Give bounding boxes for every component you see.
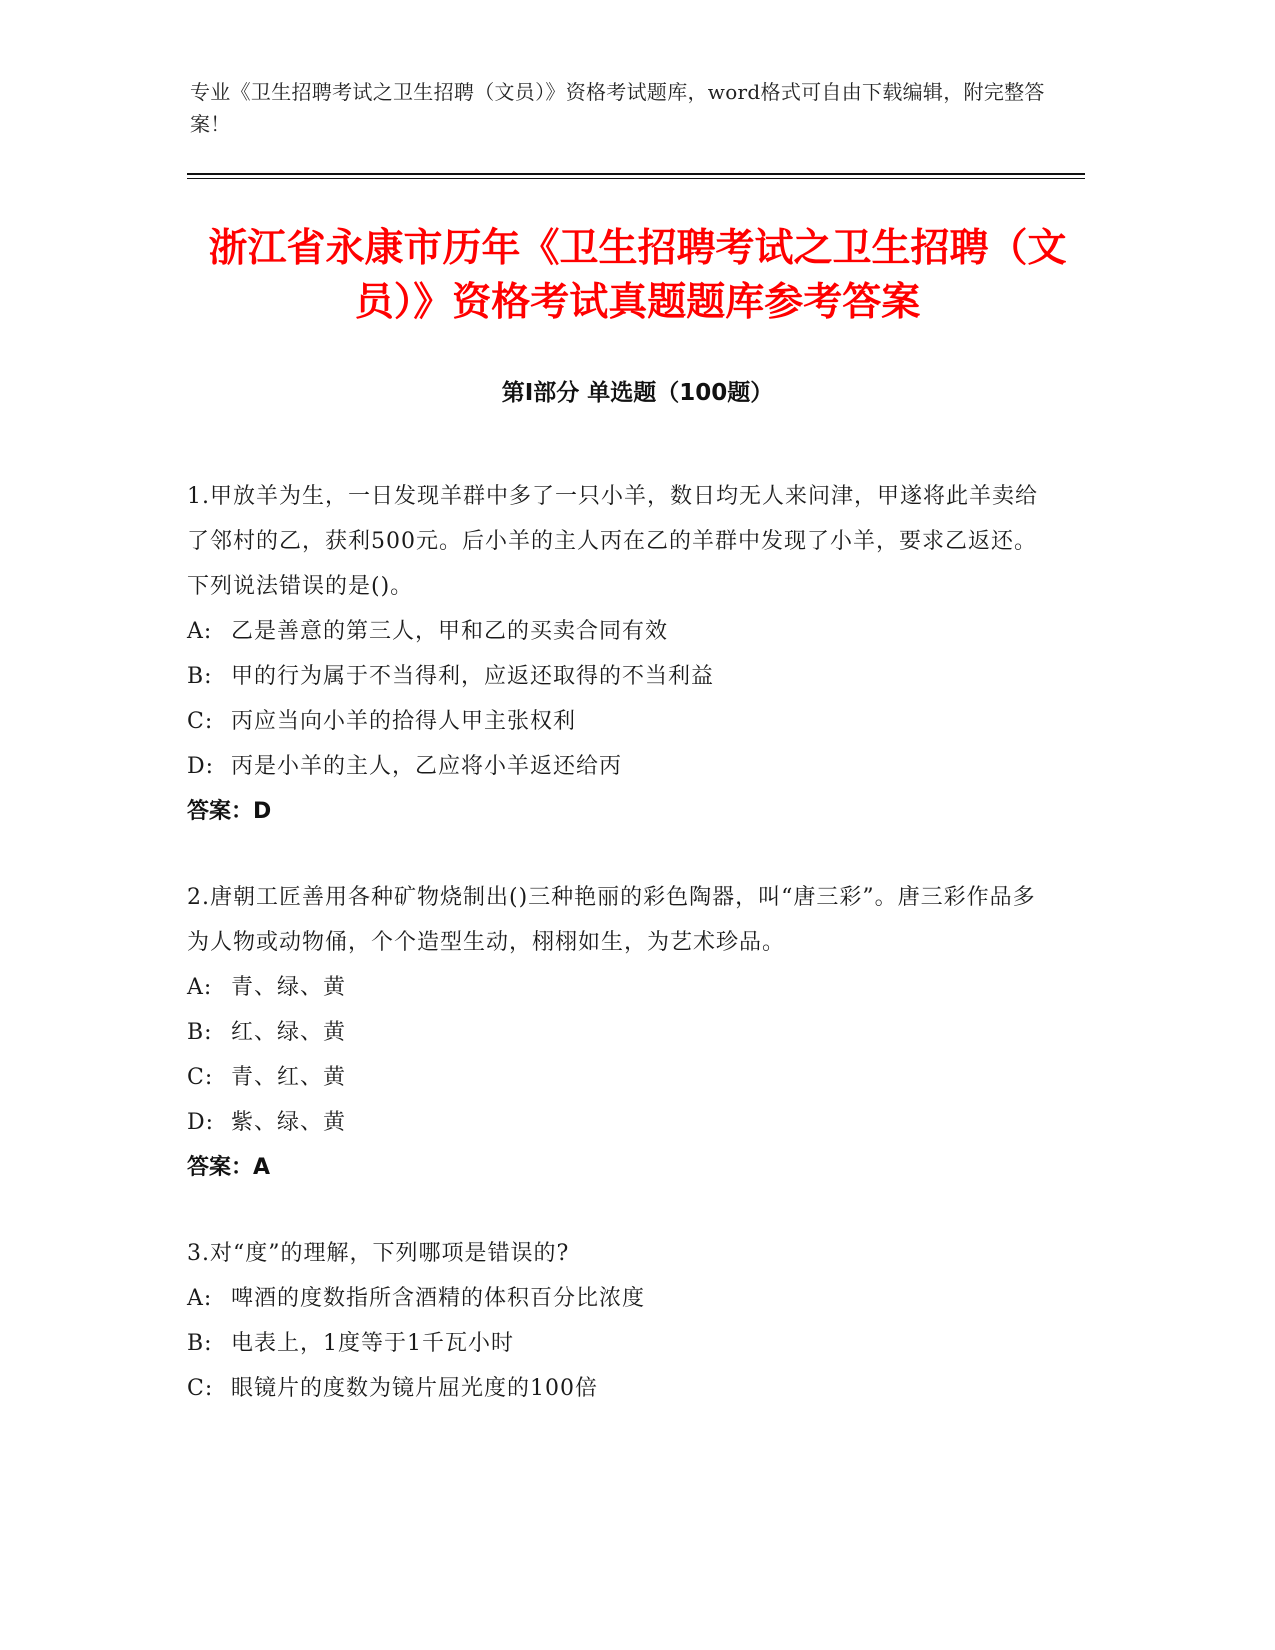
answer-line [187, 1145, 1057, 1190]
header-divider-thin [187, 178, 1085, 179]
question-3 [187, 1231, 1057, 1411]
option-key: D: [187, 1110, 215, 1135]
question-stem: 1.甲放羊为生，一日发现羊群中多了一只小羊，数日均无人来问津，甲遂将此羊卖给了邻村的乙，获利500元。后小羊的主人丙在乙的羊群中发现了小羊，要求乙返还。下列说法错误的是()。 [187, 484, 1038, 599]
option-text: 甲的行为属于不当得利，应返还取得的不当利益 [231, 664, 715, 689]
option-text: 青、绿、黄 [231, 975, 347, 1000]
question-stem: 3.对“度”的理解，下列哪项是错误的? [187, 1241, 570, 1266]
option-a [187, 1276, 1057, 1321]
question-2 [187, 875, 1057, 1190]
answer-value: D [253, 799, 272, 824]
option-b [187, 654, 1057, 699]
document-title: 浙江省永康市历年《卫生招聘考试之卫生招聘（文员）》资格考试真题题库参考答案 [208, 226, 1067, 325]
option-c [187, 1366, 1057, 1411]
option-key: B: [187, 664, 213, 689]
answer-label: 答案： [187, 1155, 254, 1180]
option-key: B: [187, 1020, 213, 1045]
option-text: 啤酒的度数指所含酒精的体积百分比浓度 [231, 1286, 646, 1311]
option-d [187, 744, 1057, 789]
option-text: 乙是善意的第三人，甲和乙的买卖合同有效 [231, 619, 669, 644]
question-1 [187, 474, 1057, 834]
question-list [187, 474, 1057, 1452]
option-key: C: [187, 1065, 214, 1090]
option-d [187, 1100, 1057, 1145]
option-key: C: [187, 1376, 214, 1401]
option-text: 电表上，1度等于1千瓦小时 [231, 1331, 514, 1356]
answer-line [187, 789, 1057, 834]
header-note: 专业《卫生招聘考试之卫生招聘（文员）》资格考试题库，word格式可自由下载编辑，附完整答案！ [190, 80, 1045, 136]
option-key: C: [187, 709, 214, 734]
option-text: 红、绿、黄 [231, 1020, 347, 1045]
option-text: 眼镜片的度数为镜片屈光度的100倍 [231, 1376, 598, 1401]
option-key: B: [187, 1331, 213, 1356]
option-c [187, 699, 1057, 744]
option-key: D: [187, 754, 215, 779]
section-title: 第Ⅰ部分 单选题（100题） [501, 380, 774, 406]
option-text: 青、红、黄 [231, 1065, 347, 1090]
option-b [187, 1321, 1057, 1366]
option-text: 紫、绿、黄 [231, 1110, 347, 1135]
header-divider-thick [187, 173, 1085, 175]
answer-label: 答案： [187, 799, 254, 824]
option-a [187, 609, 1057, 654]
option-text: 丙是小羊的主人，乙应将小羊返还给丙 [231, 754, 623, 779]
option-key: A: [187, 1286, 213, 1311]
option-a [187, 965, 1057, 1010]
option-text: 丙应当向小羊的拾得人甲主张权利 [231, 709, 577, 734]
question-stem: 2.唐朝工匠善用各种矿物烧制出()三种艳丽的彩色陶器，叫“唐三彩”。唐三彩作品多为人物或动物俑，个个造型生动，栩栩如生，为艺术珍品。 [187, 885, 1036, 955]
option-key: A: [187, 975, 213, 1000]
option-b [187, 1010, 1057, 1055]
option-c [187, 1055, 1057, 1100]
answer-value: A [253, 1155, 271, 1180]
option-key: A: [187, 619, 213, 644]
